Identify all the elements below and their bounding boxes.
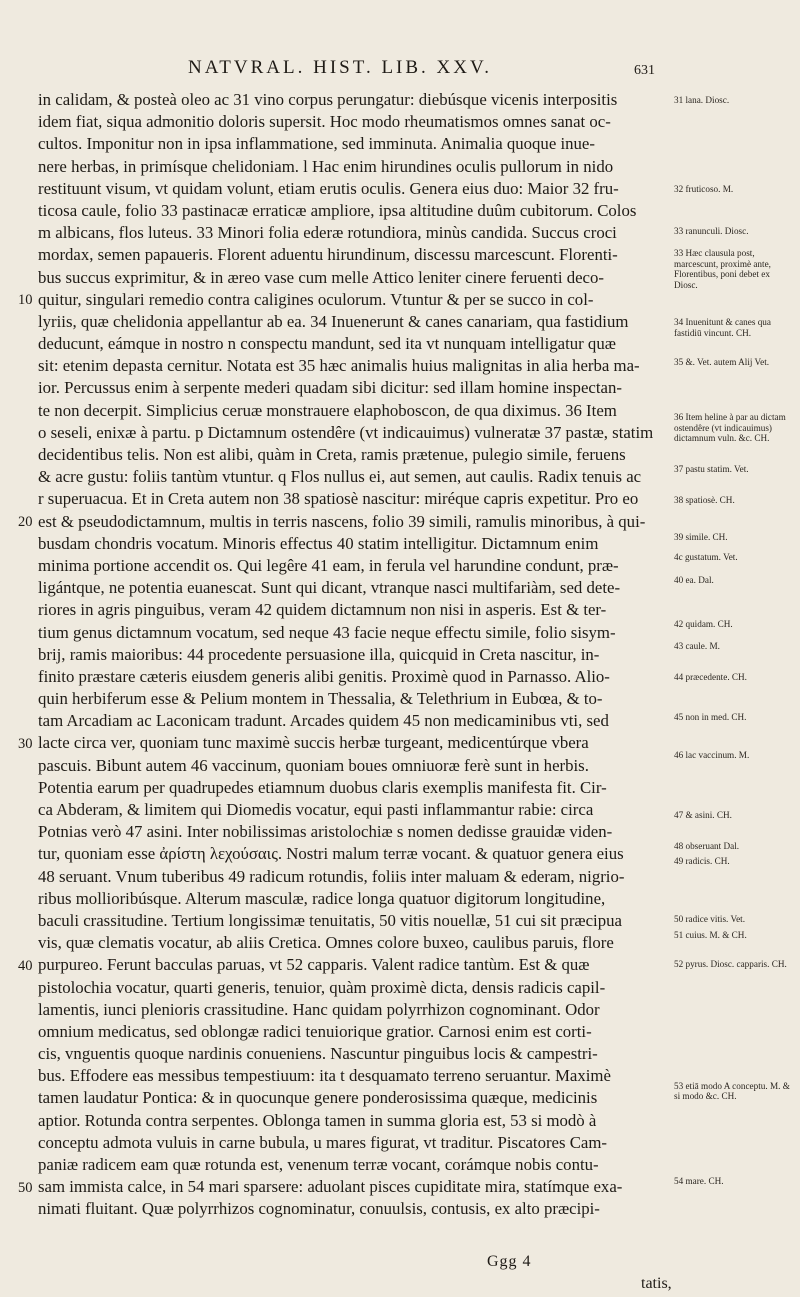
text-line: tur, quoniam esse ἀρίστη λεχούσαις. Nostri malum terræ vocant. & quatuor genera eius — [38, 844, 624, 864]
text-line: cis, vnguentis quoque nardinis conueniens. Nascuntur pinguibus locis & campestri- — [38, 1044, 598, 1064]
text-line: riores in agris pinguibus, veram 42 quidem dictamnum non nisi in asperis. Est & ter- — [38, 600, 607, 620]
main-text-block — [38, 89, 663, 1221]
text-line: tium genus dictamnum vocatum, sed neque 43 facie neque effectu simile, folio sisym- — [38, 622, 616, 642]
margin-note: 33 Hæc clausula post, marcescunt, proximè ante, Florentibus, poni debet ex Diosc. — [674, 248, 771, 290]
text-line: purpureo. Ferunt bacculas paruas, vt 52 capparis. Valent radice tantùm. Est & quæ — [38, 955, 590, 975]
margin-note: 32 fruticoso. M. — [674, 183, 734, 194]
text-line: ca Abderam, & limitem qui Diomedis vocatur, equi pasti inflammantur rabie: circa — [38, 800, 594, 819]
page-number: 631 — [634, 63, 655, 78]
page-header — [0, 55, 800, 85]
text-line: quin herbiferum esse & Pelium montem in Thessalia, & Telethrium in Eubœa, & to- — [38, 689, 603, 709]
text-line: deducunt, eámque in nostro n conspectu mandunt, sed ita vt nunquam intelligatur quæ — [38, 334, 616, 354]
text-line: cultos. Imponitur non in ipsa inflammatione, sed imminuta. Animalia quoque inue- — [38, 134, 595, 154]
margin-note: 34 Inuenitunt & canes qua fastidiū vincunt. CH. — [674, 317, 771, 338]
text-line: baculi crassitudine. Tertium longissimæ tenuitatis, 50 vitis nouellæ, 51 cui sit præcipua — [38, 910, 622, 930]
text-line: lacte circa ver, quoniam tunc maximè succis herbæ turgeant, medicentúrque vbera — [38, 733, 589, 753]
margin-note: 46 lac vaccinum. M. — [674, 749, 750, 760]
margin-note: 45 non in med. CH. — [674, 712, 747, 723]
running-title: NATVRAL. HIST. LIB. XXV. — [187, 57, 493, 78]
text-line: brij, ramis maioribus: 44 procedente persuasione illa, quicquid in Creta nascitur, in- — [38, 644, 600, 664]
text-line: ticosa caule, folio 33 pastinacæ erraticæ ampliore, ipsa altitudine duûm cubitorum. Colos — [38, 200, 637, 220]
text-line: ligántque, ne potentia euanescat. Sunt qui dicant, vtranque nasci multifariàm, sed dete- — [38, 578, 621, 598]
margin-note: 36 Item heline à par au dictam ostendêre (vt indicauimus) dictamnum vuln. &c. CH. — [674, 412, 786, 444]
text-line: sam immista calce, in 54 mari sparsere: aduolant pisces cupiditate mira, statímque exa- — [38, 1177, 623, 1197]
margin-note: 44 præcedente. CH. — [674, 672, 747, 683]
margin-note: 48 obseruant Dal. — [674, 840, 740, 851]
text-line: paniæ radicem eam quæ rotunda est, venenum terræ vocant, corámque nobis contu- — [38, 1155, 599, 1174]
catchword: tatis, — [641, 1275, 672, 1292]
text-line: 48 seruant. Vnum tuberibus 49 radicum rotundis, foliis inter maluam & ederam, nigrio- — [38, 866, 625, 886]
margin-note: 51 cuius. M. & CH. — [674, 929, 747, 940]
text-line: ior. Percussus enim à serpente mederi quadam sibi dicitur: sed illam homine inspectan- — [38, 378, 622, 398]
text-line: omnium medicatus, sed oblongæ radici tenuiorique gratior. Carnosi enim est corti- — [38, 1021, 592, 1041]
margin-note: 42 quidam. CH. — [674, 618, 733, 629]
margin-note: 33 ranunculi. Diosc. — [674, 225, 749, 236]
text-line: decidentibus telis. Non est alibi, quàm in Creta, ramis prætenue, pulegio simile, feruens — [38, 445, 626, 464]
margin-note: 40 ea. Dal. — [674, 574, 714, 585]
line-number: 30 — [18, 735, 33, 752]
text-line: finito præstare cæteris eiusdem generis alibi genitis. Proximè quod in Parnasso. Alio- — [38, 666, 610, 686]
line-number: 10 — [18, 291, 33, 308]
text-line: bus. Effodere eas messibus tempestiuum: ita t desquamato terreno seruantur. Maximè — [38, 1066, 611, 1086]
text-line: o seseli, enixæ à partu. p Dictamnum ostendêre (vt indicauimus) vulneratæ 37 pastæ, statim — [38, 422, 654, 442]
text-line: Potnias verò 47 asini. Inter nobilissimas aristolochiæ s nomen dedisse grauidæ viden- — [38, 822, 613, 842]
text-line: restituunt visum, vt quidam volunt, etiam erutis oculis. Genera eius duo: Maior 32 fru- — [38, 178, 619, 198]
margin-note: 53 etiā modo A conceptu. M. & si modo &c. CH. — [674, 1080, 790, 1102]
line-number: 50 — [18, 1179, 33, 1196]
text-line: m albicans, flos luteus. 33 Minori folia ederæ rotundiora, minùs candida. Succus croci — [38, 223, 617, 243]
text-line: est & pseudodictamnum, multis in terris nascens, folio 39 simili, ramulis minoribus, à qui- — [38, 511, 646, 531]
text-line: conceptu admota vuluis in carne bubula, u mares figurat, vt traditur. Piscatores Cam- — [38, 1132, 608, 1152]
page-footer — [0, 1253, 800, 1297]
text-line: pascuis. Bibunt autem 46 vaccinum, quoniam boues omniuoræ ferè sunt in herbis. — [38, 755, 589, 775]
margin-note: 50 radice vitis. Vet. — [674, 914, 746, 925]
margin-note: 39 simile. CH. — [674, 532, 728, 543]
text-line: minima portione accendit os. Qui legêre 41 eam, in ferula vel harundine condunt, præ- — [38, 555, 619, 575]
margin-note: 47 & asini. CH. — [674, 809, 732, 820]
text-line: lyriis, quæ chelidonia appellantur ab ea. 34 Inuenerunt & canes canariam, qua fastidium — [38, 311, 629, 331]
line-number: 20 — [18, 513, 33, 530]
text-line: vis, quæ clematis vocatur, ab aliis Cretica. Omnes colore buxeo, caulibus paruis, flore — [38, 933, 614, 953]
line-number: 40 — [18, 957, 33, 974]
text-line: pistolochia vocatur, quarti generis, tenuior, quàm proximè dicta, densis radicis capil- — [38, 977, 606, 997]
text-line: in calidam, & posteà oleo ac 31 vino corpus perungatur: diebúsque vicenis interpositis — [38, 90, 618, 109]
margin-note: 35 &. Vet. autem Alij Vet. — [674, 356, 770, 367]
text-line: nere herbas, in primísque chelidoniam. l Hac enim hirundines oculis pullorum in nido — [38, 156, 614, 176]
text-line: mordax, semen papaueris. Florent aduentu hirundinum, discessu marcescunt. Florenti- — [38, 245, 618, 265]
margin-note: 54 mare. CH. — [674, 1176, 724, 1187]
margin-note: 4c gustatum. Vet. — [674, 552, 738, 563]
text-line: lamentis, iunci plenioris crassitudine. Hanc quidam polyrrhizon cognominant. Odor — [38, 999, 600, 1019]
margin-note: 38 spatiosè. CH. — [674, 494, 735, 505]
text-line: bus succus exprimitur, & in æreo vase cum melle Attico leniter cinere feruenti deco- — [38, 267, 604, 287]
text-line: te non decerpit. Simplicius ceruæ monstrauere elaphoboscon, de qua diximus. 36 Item — [38, 400, 617, 420]
signature-mark: Ggg 4 — [487, 1253, 532, 1270]
margin-note: 43 caule. M. — [674, 641, 720, 652]
margin-note: 52 pyrus. Diosc. capparis. CH. — [674, 958, 787, 969]
text-line: idem fiat, siqua admonitio doloris supersit. Hoc modo rheumatismos omnes sanat oc- — [38, 112, 611, 132]
text-line: ribus mollioribúsque. Alterum masculæ, radice longa quatuor digitorum longitudine, — [38, 888, 606, 908]
text-line: quitur, singulari remedio contra caligines oculorum. Vtuntur & per se succo in col- — [38, 289, 594, 309]
text-line: nimati fluitant. Quæ polyrrhizos cognominatur, conuulsis, contusis, ex alto præcipi- — [38, 1199, 600, 1219]
margin-note: 31 lana. Diosc. — [674, 95, 730, 105]
text-line: tamen laudatur Pontica: & in quocunque genere ponderosissima quæque, medicinis — [38, 1088, 598, 1108]
text-line: busdam chondris vocatum. Minoris effectus 40 statim intelligitur. Dictamnum enim — [38, 533, 599, 553]
text-line: Potentia earum per quadrupedes etiamnum duobus claris exemplis manifesta fit. Cir- — [38, 777, 607, 797]
text-line: tam Arcadiam ac Laconicam tradunt. Arcades quidem 45 non medicaminibus vti, sed — [38, 711, 609, 731]
margin-note: 37 pastu statim. Vet. — [674, 463, 749, 474]
text-line: r superuacua. Et in Creta autem non 38 spatiosè nascitur: miréque capris expetitur. Pro eo — [38, 489, 639, 509]
text-line: & acre gustu: foliis tantùm vtuntur. q Flos nullus ei, aut semen, aut caulis. Radix tenuis ac — [38, 467, 642, 487]
margin-note: 49 radicis. CH. — [674, 856, 730, 867]
text-line: sit: etenim depasta cernitur. Notata est 35 hæc animalis huius malignitas in alia herba ma- — [38, 356, 640, 376]
text-line: aptior. Rotunda contra serpentes. Oblonga tamen in summa gloria est, 53 si modò à — [38, 1110, 597, 1130]
